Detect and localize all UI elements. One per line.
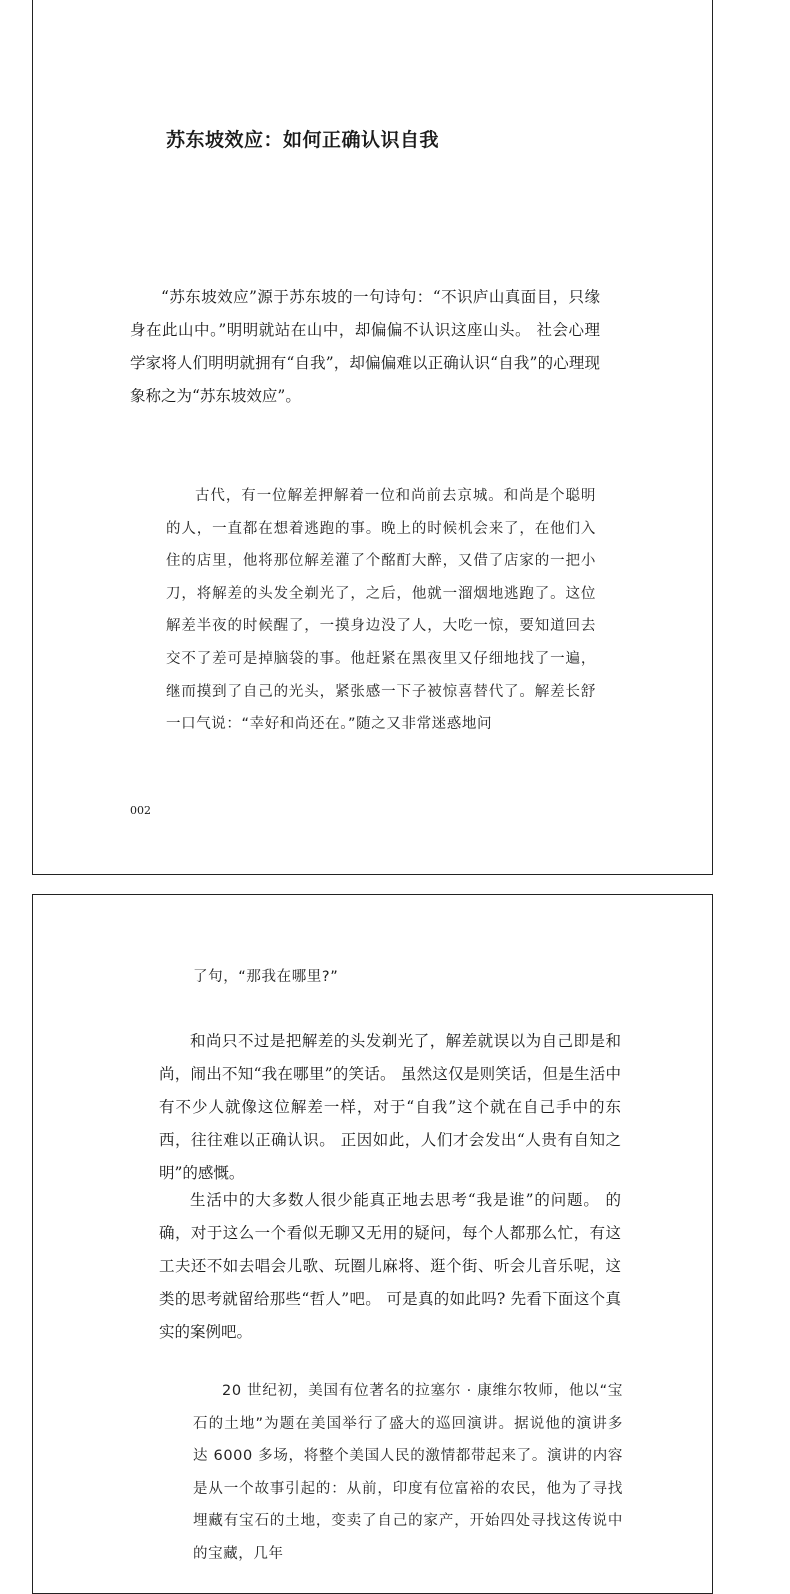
story-quote-block: 古代，有一位解差押解着一位和尚前去京城。和尚是个聪明的人，一直都在想着逃跑的事。晚上的时候机会来了，在他们入住的店里，他将那位解差灌了个酩酊大醉，又借了店家的一把小刀，将解差的头发全剃光了，之后，他就一溜烟地逃跑了。这位解差半夜的时候醒了，一摸身边没了人，大吃一惊，要知道回去交不了差可是掉脑袋的事。他赶紧在黑夜里又仔细地找了一遍，继而摸到了自己的光头，紧张感一下子被惊喜替代了。解差长舒一口气说：“幸好和尚还在。”随之又非常迷惑地问 xyxy=(166,488,596,733)
chapter-title: 苏东坡效应：如何正确认识自我 xyxy=(166,129,440,151)
book-page-2 xyxy=(32,894,713,1594)
body-paragraph-2: 生活中的大多数人很少能真正地去思考“我是谁”的问题。 的确，对于这么一个看似无聊又无用的疑问，每个人都那么忙，有这工夫还不如去唱会儿歌、玩圈儿麻将、逛个街、听会儿音乐呢，这类的思考就留给那些“哲人”吧。 可是真的如此吗? 先看下面这个真实的案例吧。 xyxy=(159,1191,621,1341)
case-story-quote-block: 20 世纪初，美国有位著名的拉塞尔 · 康维尔牧师，他以“宝石的土地”为题在美国举行了盛大的巡回演讲。据说他的演讲多达 6000 多场，将整个美国人民的激情都带起来了。演讲的内容是从一个故事引起的：从前，印度有位富裕的农民，他为了寻找埋藏有宝石的土地，变卖了自己的家产，开始四处寻找这传说中的宝藏，几年 xyxy=(193,1383,623,1562)
body-paragraph-1: 和尚只不过是把解差的头发剃光了，解差就误以为自己即是和尚，闹出不知“我在哪里”的笑话。 虽然这仅是则笑话，但是生活中有不少人就像这位解差一样，对于“自我”这个就在自己手中的东西，往往难以正确认识。 正因如此，人们才会发出“人贵有自知之明”的感慨。 xyxy=(159,1032,621,1182)
page-number: 002 xyxy=(130,804,151,817)
book-page-1 xyxy=(32,0,713,875)
intro-paragraph: “苏东坡效应”源于苏东坡的一句诗句：“不识庐山真面目，只缘身在此山中。”明明就站在山中，却偏偏不认识这座山头。 社会心理学家将人们明明就拥有“自我”，却偏偏难以正确认识“自我”的心理现象称之为“苏东坡效应”。 xyxy=(130,288,600,405)
story-quote-continued: 了句，“那我在哪里?” xyxy=(193,969,339,985)
